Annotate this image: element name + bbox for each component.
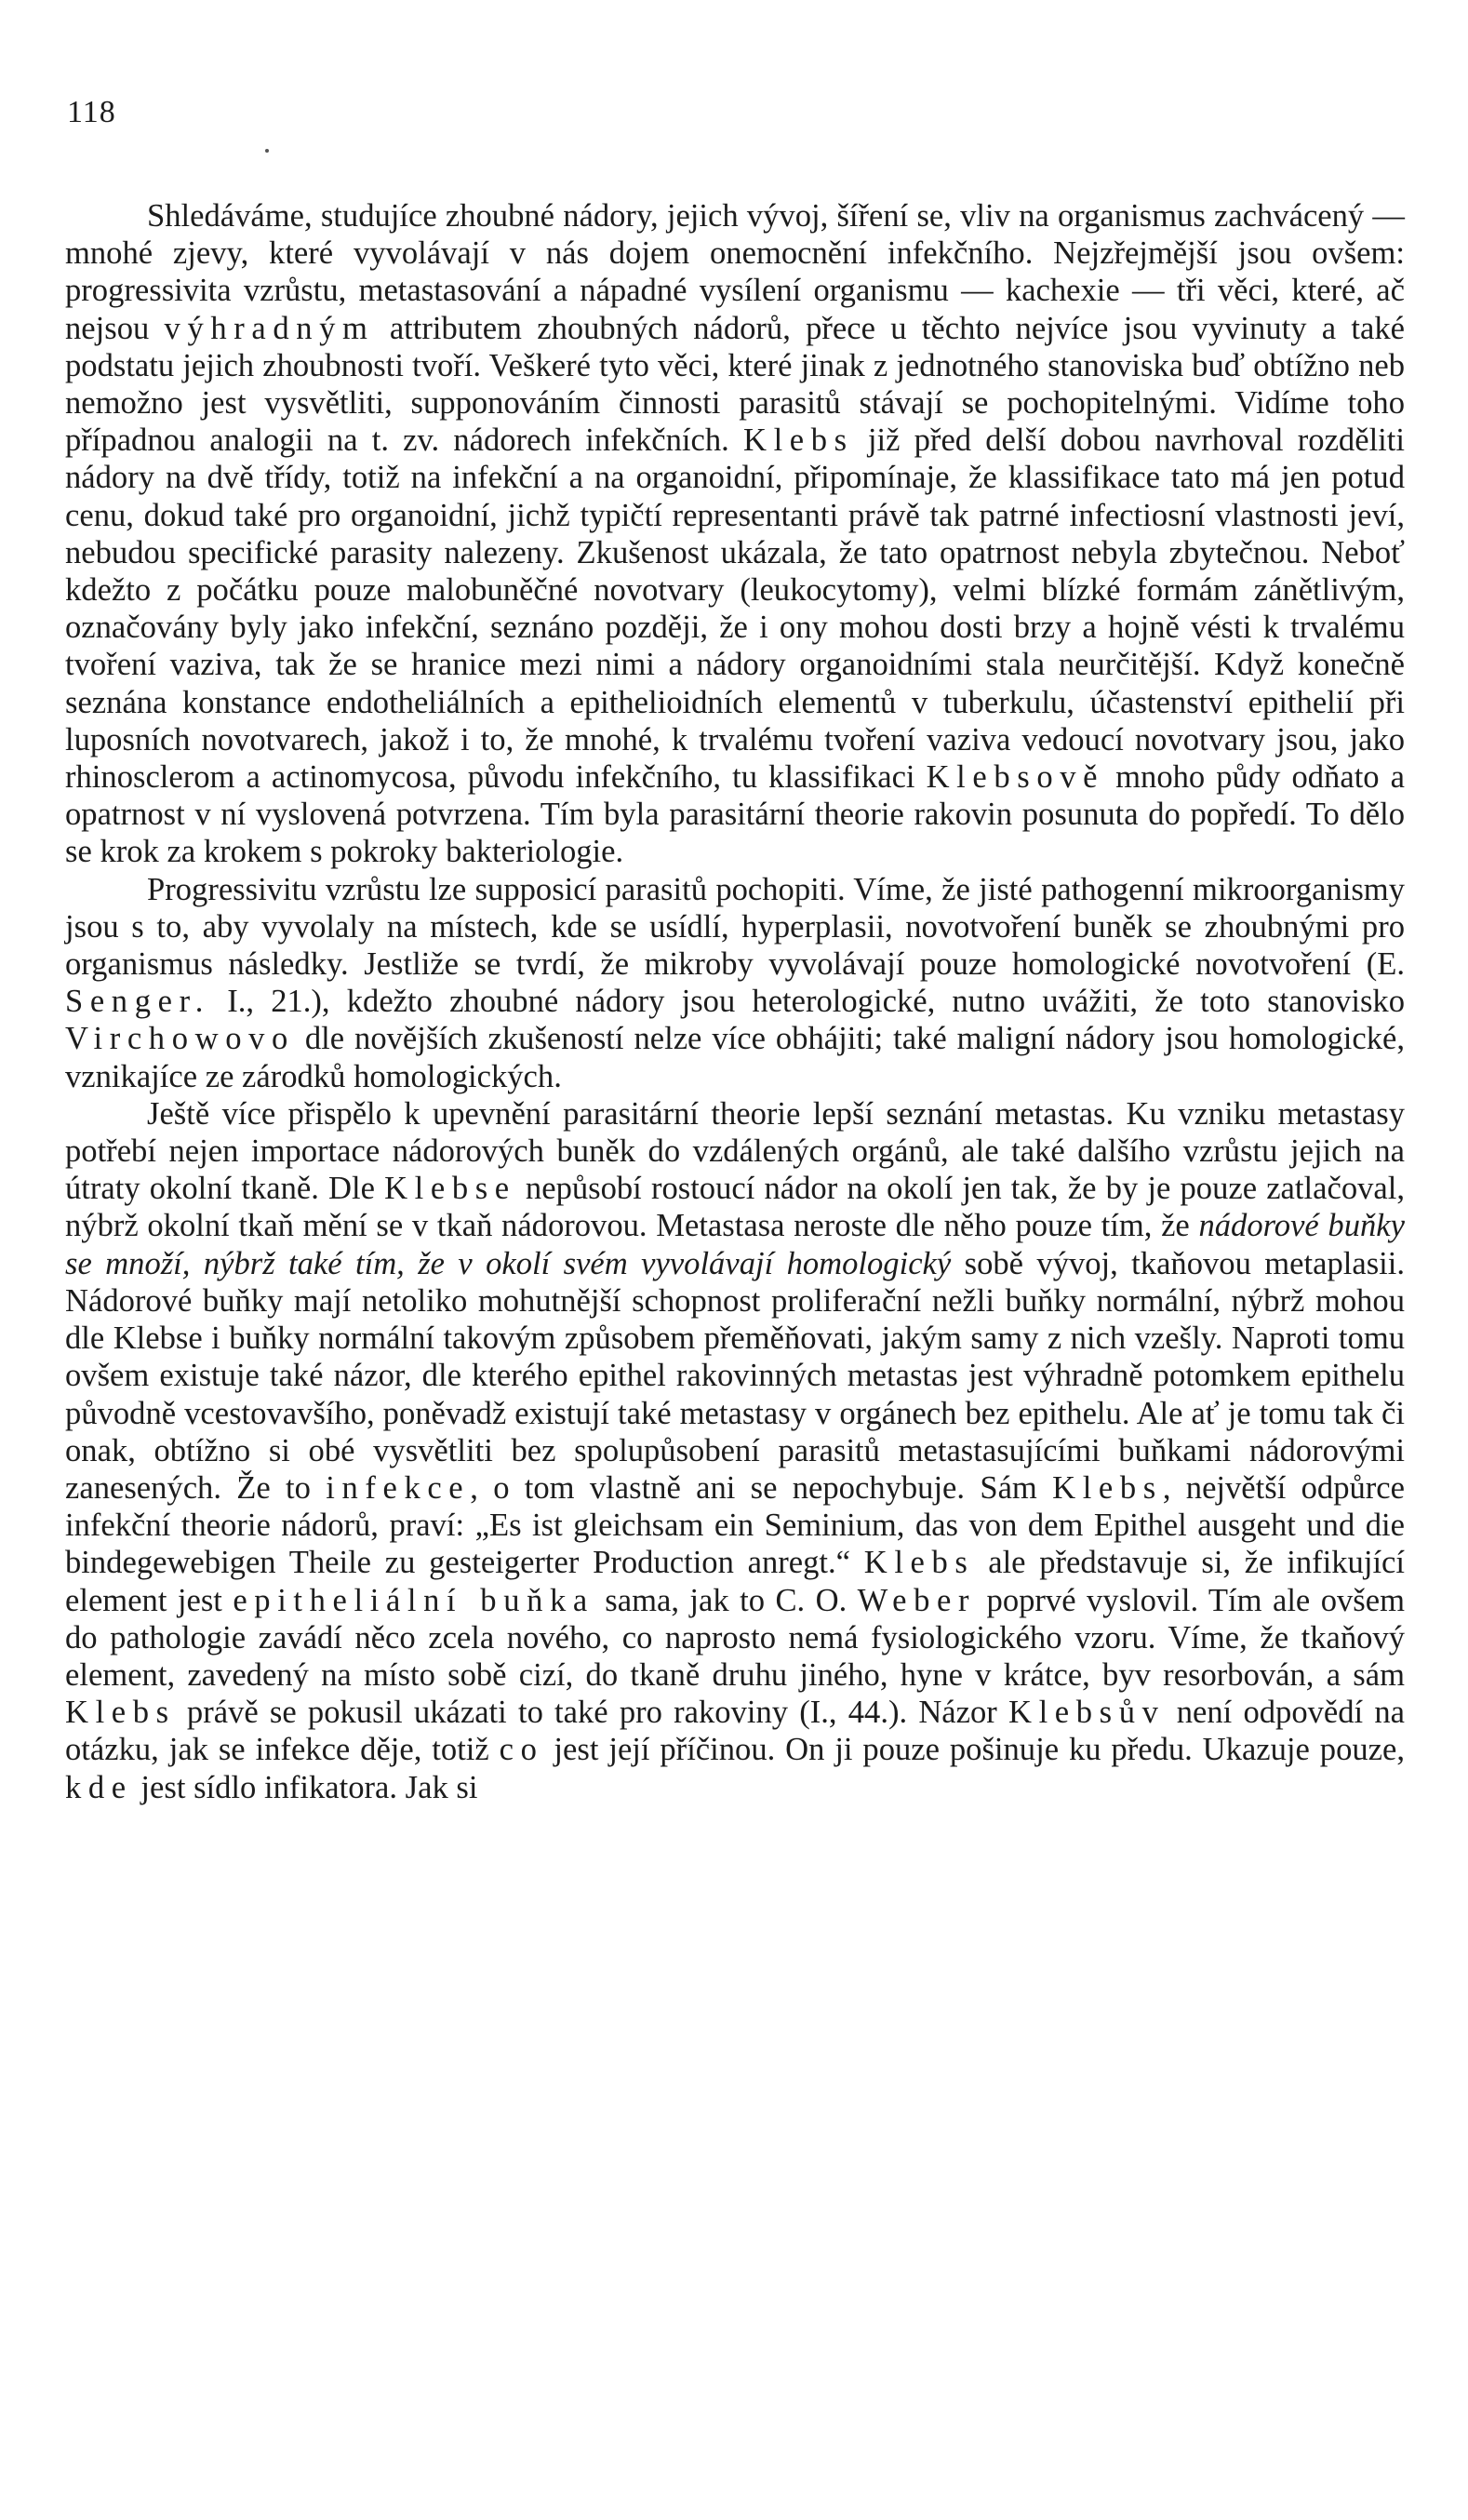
text-run: , o tom vlastně ani se nepochybuje. Sám (470, 1469, 1053, 1506)
text-run: dle novějších zkušeností nelze více obhájiti; také maligní nádory jsou homologické, vznikajíce ze zárodků homologických. (65, 1021, 1405, 1094)
spaced-emphasis: Klebsův (1008, 1695, 1166, 1731)
spaced-emphasis: Senger. (65, 984, 211, 1020)
spaced-emphasis: Weber (857, 1582, 977, 1618)
spaced-emphasis: Klebsově (926, 759, 1105, 796)
text-run: , největší odpůrce infekční theorie nádorů, praví: „Es ist gleichsam ein Seminium, das von dem Epithel ausgeht und die bindegewebigen Theile zu gesteigerter Production anregt.“ (65, 1469, 1405, 1581)
text-run: poprvé vyslovil. Tím ale ovšem do pathologie zavádí něco zcela nového, co naprosto nemá fysiologického vzoru. Víme, že tkaňový element, zavedený na místo sobě cizí, do tkaně druhu jiného, hyne v krátce, byv resorbován, a sám (65, 1582, 1405, 1693)
text-run: není odpovědí na otázku, jak se infekce děje, totiž (65, 1695, 1405, 1768)
spaced-emphasis: epitheliální buňka (233, 1582, 594, 1618)
spaced-emphasis: Virchowovo (65, 1021, 295, 1057)
text-run: sobě vývoj, tkaňovou metaplasii. Nádorové buňky mají netoliko mohutnější schopnost proliferační nežli buňky normální, nýbrž mohou dle Klebse i buňky normální takovým způsobem přeměňovati, jakým samy z nich vzešly. Naproti tomu ovšem existuje také názor, dle kterého epithel rakovinných metastas jest výhradně potomkem epithelu původně vcestovavšího, poněvadž existují také metastasy v orgánech bez epithelu. Ale ať je tomu tak či onak, obtížno si obé vysvětliti bez spolupůsobení parasitů metastasujícími buňkami nádorovými zanesených. Že to (65, 1245, 1406, 1506)
text-run: právě se pokusil ukázati to také pro rakoviny (I., 44.). Názor (175, 1695, 1008, 1731)
spaced-emphasis: kde (65, 1769, 133, 1805)
text-run: ale představuje si, že infikující element jest (65, 1545, 1405, 1618)
spaced-emphasis: Klebs (743, 422, 854, 459)
paragraph (65, 197, 1405, 871)
page-number: 118 (67, 95, 116, 129)
text-run: již před delší dobou navrhoval rozděliti nádory na dvě třídy, totiž na infekční a na organoidní, připomínaje, že klassifikace tato má jen potud cenu, dokud také pro organoidní, jichž typičtí representanti právě tak patrné infectiosní vlastnosti jeví, nebudou specifické parasity nalezeny. Zkušenost ukázala, že tato opatrnost nebyla zbytečnou. Neboť kdežto z počátku pouze malobuněčné novotvary (leukocytomy), velmi blízké formám zánětlivým, označovány byly jako infekční, seznáno později, že i ony mohou dosti brzy a hojně vésti k trvalému tvoření vaziva, tak že se hranice mezi nimi a nádory organoidními stala neurčitější. Když konečně seznána konstance endotheliálních a epithelioidních elementů v tuberkulu, účastenství epithelií při luposních novotvarech, jakož i to, že mnohé, k trvalému tvoření vaziva vedoucí novotvary jsou, jako rhinosclerom a actinomycosa, původu infekčního, tu klassifikaci (65, 422, 1405, 796)
paragraph (65, 1095, 1405, 1806)
italic-emphasis: nádorové buňky se množí, nýbrž také tím, že v okolí svém vyvolávají homologický (65, 1208, 1405, 1281)
text-run: nepůsobí rostoucí nádor na okolí jen tak, že by je pouze zatlačoval, nýbrž okolní tkaň mění se v tkaň nádorovou. Metastasa neroste dle něho pouze tím, že (65, 1171, 1405, 1244)
text-run: Ještě více přispělo k upevnění parasitární theorie lepší seznání metastas. Ku vzniku metastasy potřebí nejen importace nádorových buněk do vzdálených orgánů, ale také dalšího vzrůstu jejich na útraty okolní tkaně. Dle (65, 1095, 1405, 1207)
text-run: mnoho půdy odňato a opatrnost v ní vyslovená potvrzena. Tím byla parasitární theorie rakovin posunuta do popředí. To dělo se krok za krokem s pokroky bakteriologie. (65, 759, 1405, 870)
spaced-emphasis: infekce (326, 1469, 471, 1506)
text-run: jest sídlo infikatora. Jak si (132, 1769, 478, 1805)
spaced-emphasis: výhradným (164, 310, 375, 346)
spaced-emphasis: Klebse (384, 1171, 516, 1207)
text-run: jest její příčinou. On ji pouze pošinuje ku předu. Ukazuje pouze, (543, 1732, 1405, 1768)
text-run: attributem zhoubných nádorů, přece u těchto nejvíce jsou vyvinuty a také podstatu jejich zhoubnosti tvoří. Veškeré tyto věci, které jinak z jednotného stanoviska buď obtížno neb nemožno jest vysvětliti, supponováním činnosti parasitů stávají se pochopitelnými. Vidíme toho případnou analogii na t. zv. nádorech infekčních. (65, 310, 1405, 459)
spaced-emphasis: Klebs (1052, 1469, 1163, 1506)
paragraph (65, 871, 1405, 1095)
text-run: Shledáváme, studujíce zhoubné nádory, jejich vývoj, šíření se, vliv na organismus zachvácený — mnohé zjevy, které vyvolávají v nás dojem onemocnění infekčního. Nejzřejmější jsou ovšem: progressivita vzrůstu, metastasování a nápadné vysílení organismu — kachexie — tři věci, které, ač nejsou (65, 198, 1405, 346)
spaced-emphasis: Klebs (863, 1545, 975, 1581)
text-run: I., 21.), kdežto zhoubné nádory jsou heterologické, nutno uvážiti, že toto stanovisko (210, 984, 1405, 1020)
text-run: Progressivitu vzrůstu lze supposicí parasitů pochopiti. Víme, že jisté pathogenní mikroorganismy jsou s to, aby vyvolaly na místech, kde se usídlí, hyperplasii, novotvoření buněk se zhoubnými pro organismus následky. Jestliže se tvrdí, že mikroby vyvolávají pouze homologické novotvoření (E. (65, 871, 1405, 983)
spaced-emphasis: co (499, 1732, 544, 1768)
text-run: sama, jak to C. O. (594, 1582, 858, 1618)
spaced-emphasis: Klebs (65, 1695, 176, 1731)
scan-speck (265, 149, 269, 153)
body-text (65, 197, 1405, 1806)
